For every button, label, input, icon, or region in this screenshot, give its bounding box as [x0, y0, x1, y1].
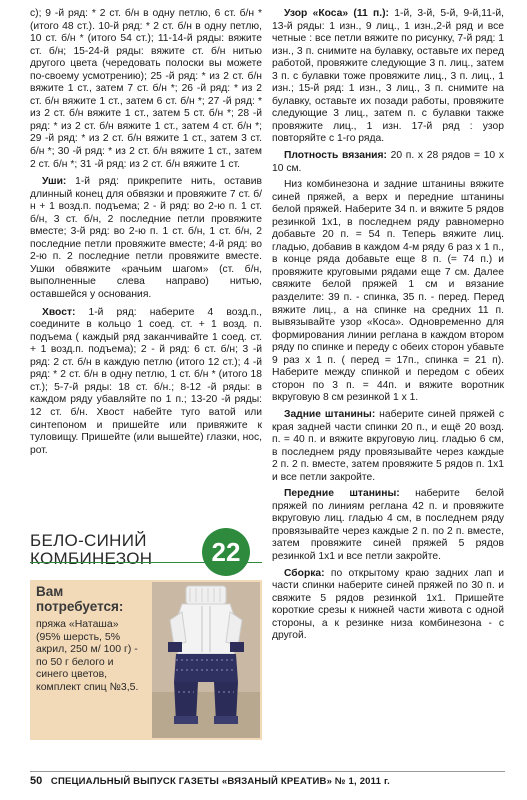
- materials-text: пряжа «Наташа» (95% шерсть, 5% акрил, 250 м/ 100 г) - по 50 г белого и синего цветов, комплект спиц №3,5.: [36, 618, 139, 693]
- assembly-text: по открытому краю задних лап и части спинки наберите синей пряжей по 30 п. и свяжите 5 рядов резинкой 1х1. Пришейте короткие срезы к нижней части живота с одной стороны, а к резинке низа комбинезона - с другой.: [272, 567, 504, 642]
- tail-paragraph: [30, 307, 262, 458]
- front-legs-heading: Передние штанины:: [284, 488, 400, 500]
- materials-heading: Вам потребуется:: [36, 584, 124, 614]
- tail-heading: Хвост:: [42, 306, 76, 318]
- right-column: [272, 8, 504, 643]
- assembly-heading: Сборка:: [284, 567, 325, 579]
- back-legs-text: наберите синей пряжей с края задней части спинки 20 п., и ещё 20 возд. п. = 40 п. и вяжите вкруговую лиц. гладью 6 см, в последнем ряду провязывайте через каждые 2 п. 2 п. вместе, затем провяжите 5 рядов п. 1х1 и все петли закройте.: [272, 408, 504, 483]
- section-title-line1: БЕЛО-СИНИЙ: [30, 531, 147, 550]
- jumpsuit-photo: [152, 582, 260, 738]
- back-legs-paragraph: [272, 409, 504, 484]
- page-number: 50: [30, 775, 43, 787]
- pattern-heading: Узор «Коса» (11 п.):: [284, 8, 389, 19]
- section-title-line2: КОМБИНЕЗОН: [30, 549, 153, 568]
- materials-text-block: [36, 584, 144, 694]
- ears-heading: Уши:: [42, 176, 67, 188]
- footer-text: СПЕЦИАЛЬНЫЙ ВЫПУСК ГАЗЕТЫ «ВЯЗАНЫЙ КРЕАТИВ» № 1, 2011 г.: [50, 776, 390, 787]
- footer-divider: [30, 771, 505, 772]
- back-legs-heading: Задние штанины:: [284, 408, 376, 420]
- pattern-text: 1-й, 3-й, 5-й, 9-й,11-й, 13-й ряды: 1 изн., 9 лиц., 1 изн.,2-й ряд и все четные : все петли вяжите по рисунку, 7-й ряд: 1 изн., 3 п. снимите на булавку, оставьте их перед работой, провяжите следующие 3 п. лиц., затем 3 п. с булавки тоже провяжите лиц., 3 п. лиц., 1 изн.; 15-й ряд: 1 изн., 3 лиц., 3 п. снимите на булавку, оставьте их позади работы, провяжите следующие 3 лиц., затем п. с булавки также провяжите лиц., 1 изн. 17-й ряд : узор повторяйте с 1-го ряда.: [272, 8, 505, 145]
- ears-paragraph: [30, 176, 262, 301]
- gauge-paragraph: [272, 150, 504, 175]
- gauge-heading: Плотность вязания:: [284, 150, 387, 162]
- page-footer: [30, 775, 505, 789]
- ears-text: 1-й ряд: прикрепите нить, оставив длинный конец для обвязки и провяжите 7 ст. б/н + 1 возд.п. подъема; 2 - й ряд: во 2-ю п. 1 ст. б/н, 3 ст. б/н, 2 последние петли провяжите вместе; 3-й ряд: во 2-ю п. 1 ст. б/н, 1 ст. б/н, 2 последние петли провяжите вместе; 4-й ряд: во 2-ю п. 2 последние петли провяжите вместе. Ушки обвяжите «рачьим шагом» (ст. б/н, выполненные слева направо) нитью, оставшейся у основания.: [30, 176, 262, 301]
- materials-box: [30, 580, 262, 740]
- body-paragraph: Низ комбинезона и задние штанины вяжите синей пряжей, а верх и передние штанины белой пряжей. Наберите 34 п. и вяжите 5 рядов резинкой 1х1, в последнем ряду равномерно добавьте 20 п. = 54 п. Теперь вяжите лиц. гладью, добавив в каждом 4-м ряду 6 раз х 1 п., в конце ряда добавьте еще 8 п. (= 74 п.) и провяжите круговыми рядами еще 7 см. Далее свяжите белой пряжей 1 см и вязание разделите: 39 п. - спинка, 35 п. - перед. Перед вяжите лиц., а на спинке на средних 11 п. вывязывайте узор «Коса». Одновременно для формирования линии реглана в каждом втором ряду по спинке и переду с обеих сторон убавьте 9 раз х 1 п. ( перед = 17п., спинка = 21 п). Наберите между спинкой и передом с обеих сторон по 3 п. = 44п. и вяжите воротник вкруговую 8 см резинкой 1 х 1.: [272, 179, 504, 404]
- front-legs-text: наберите белой пряжей по линиям реглана 42 п. и провяжите вкруговую лиц. гладью 4 см, в последнем ряду провязывайте через каждые 2 п. по 2 п. вместе, затем провяжите синей пряжей 5 рядов резинкой 1х1 и все петли закройте.: [272, 488, 504, 562]
- left-para-body: с); 9 -й ряд: * 2 ст. б/н в одну петлю, 6 ст. б/н * (итого 48 ст.). 10-й ряд: * 2 ст. б/н в одну петлю, 10 ст. б/н * (итого 54 ст.); 11-14-й ряды: вяжите ст. б/н; 15-24-й ряды: вяжите ст. б/н нитью другого цвета (чередовать полоски вы можете по-своему усмотрению); 25 -й ряд: * из 2 ст. б/н вяжите 1 ст., затем 7 ст. б/н *; 26 -й ряд: * из 2 ст. б/н вяжите 1 ст., затем 6 ст. б/н *; 27 -й ряд: * из 2 ст. б/н вяжите 1 ст., затем 5 ст. б/н *; 28 -й ряд: * из 2 ст. б/н вяжите 1 ст., затем 4 ст. б/н *; 29 -й ряд: * из 2 ст. б/н вяжите 1 ст., затем 3 ст. б/н *; 30 -й ряд: * из 2 ст. б/н вяжите 1 ст., затем 2 ст. б/н *; 31 -й ряд: из 2 ст. б/н вяжите 1 ст.: [30, 8, 262, 170]
- assembly-paragraph: [272, 568, 504, 643]
- pattern-paragraph: [272, 8, 504, 146]
- section-number-badge: 22: [202, 528, 250, 576]
- front-legs-paragraph: [272, 488, 504, 563]
- tail-text: 1-й ряд: наберите 4 возд.п., соедините в кольцо 1 соед. ст. + 1 возд. п. подъема ( каждый ряд заканчивайте 1 соед. ст. + 1 возд.п. подъема); 2 - й ряд: 6 ст. б/н; 3 -й ряд: 2 ст. б/н в каждую петлю (итого 12 ст.); 4 -й ряд: * 2 ст. б/н в одну петлю, 1 ст. б/н * (итого 18 ст.); 5-7-й ряды: 18 ст. б/н.; 8-12 -й ряды: в каждом ряду убавляйте по 1 п.; 13-20 -й ряды: 12 ст. б/н. Хвост набейте туго ватой или синтепоном и пришейте или привяжите к туловищу. Пришейте (или вышейте) глазки, нос, рот.: [30, 306, 262, 456]
- left-column: [30, 8, 262, 457]
- gauge-text: 20 п. х 28 рядов = 10 х 10 см.: [272, 150, 504, 174]
- section-header: [30, 532, 262, 574]
